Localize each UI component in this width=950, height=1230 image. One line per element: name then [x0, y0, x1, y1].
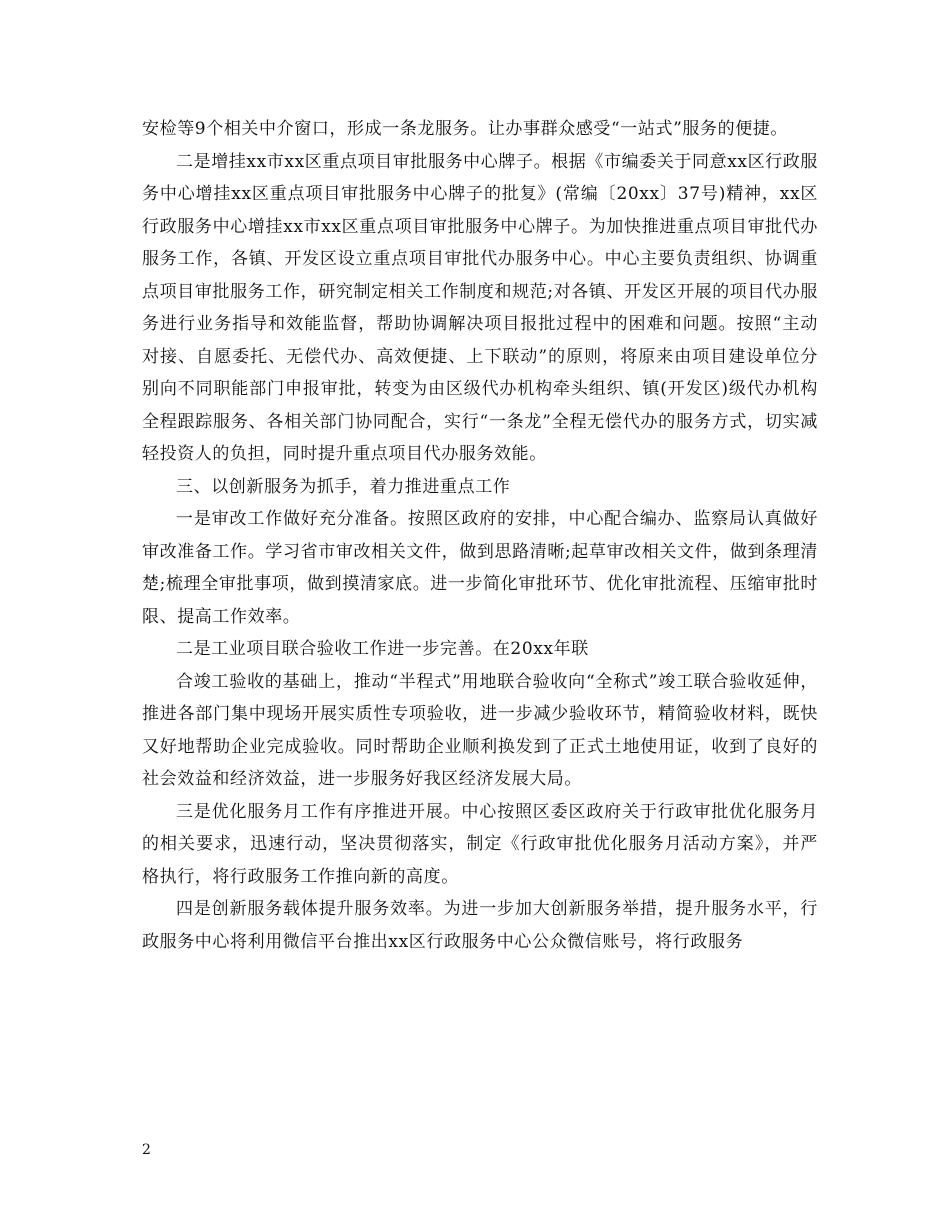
- paragraph-2: 二是增挂xx市xx区重点项目审批服务中心牌子。根据《市编委关于同意xx区行政服务中心增挂xx区重点项目审批服务中心牌子的批复》(常编〔20xx〕37号)精神，xx区行政服务中心增挂xx市xx区重点项目审批服务中心牌子。为加快推进重点项目审批代办服务工作，各镇、开发区设立重点项目审批代办服务中心。中心主要负责组织、协调重点项目审批服务工作，研究制定相关工作制度和规范;对各镇、开发区开展的项目代办服务进行业务指导和效能监督，帮助协调解决项目报批过程中的困难和问题。按照“主动对接、自愿委托、无偿代办、高效便捷、上下联动”的原则，将原来由项目建设单位分别向不同职能部门申报审批，转变为由区级代办机构牵头组织、镇(开发区)级代办机构全程跟踪服务、各相关部门协同配合，实行“一条龙”全程无偿代办的服务方式，切实减轻投资人的负担，同时提升重点项目代办服务效能。: [142, 151, 818, 464]
- paragraph-7: 四是创新服务载体提升服务效率。为进一步加大创新服务举措，提升服务水平，行政服务中心将利用微信平台推出xx区行政服务中心公众微信账号，将行政服务: [142, 899, 818, 952]
- paragraph-6: 三是优化服务月工作有序推进开展。中心按照区委区政府关于行政审批优化服务月的相关要求，迅速行动，坚决贯彻落实，制定《行政审批优化服务月活动方案》，并严格执行，将行政服务工作推向新的高度。: [142, 801, 818, 887]
- paragraph-5: 合竣工验收的基础上，推动“半程式”用地联合验收向“全称式”竣工联合验收延伸，推进各部门集中现场开展实质性专项验收，进一步减少验收环节，精简验收材料，既快又好地帮助企业完成验收。同时帮助企业顺利换发到了正式土地使用证，收到了良好的社会效益和经济效益，进一步服务好我区经济发展大局。: [142, 671, 818, 789]
- page-number: 2: [142, 1142, 151, 1158]
- paragraph-4: 二是工业项目联合验收工作进一步完善。在20xx年联: [176, 639, 589, 659]
- document-body: [142, 113, 818, 958]
- section-heading: 三、以创新服务为抓手，着力推进重点工作: [176, 476, 511, 497]
- paragraph-1: 安检等9个相关中介窗口，形成一条龙服务。让办事群众感受“一站式”服务的便捷。: [142, 119, 788, 139]
- paragraph-3: 一是审改工作做好充分准备。按照区政府的安排，中心配合编办、监察局认真做好审改准备工作。学习省市审改相关文件，做到思路清晰;起草审改相关文件，做到条理清楚;梳理全审批事项，做到摸清家底。进一步简化审批环节、优化审批流程、压缩审批时限、提高工作效率。: [142, 509, 818, 627]
